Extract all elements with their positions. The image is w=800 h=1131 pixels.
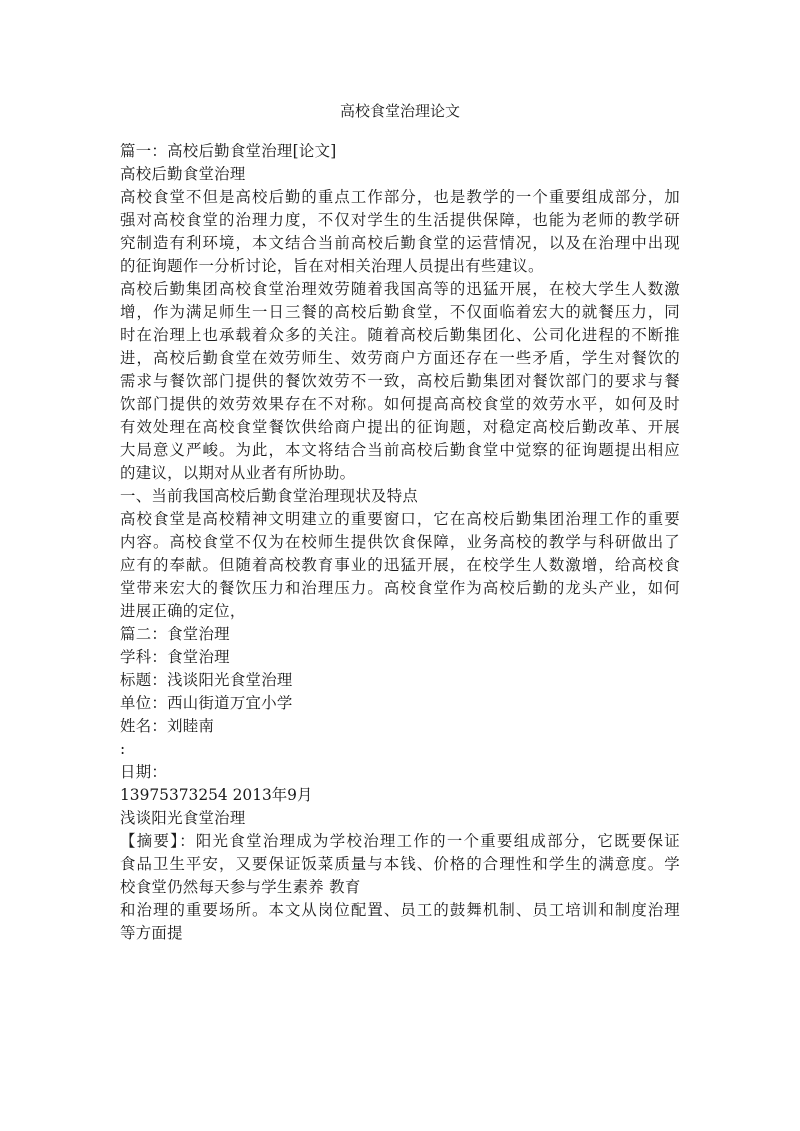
abstract-line: 食品卫生平安，又要保证饭菜质量与本钱、价格的合理性和学生的满意度。学 [120,855,680,873]
abstract-line: 等方面提 [120,924,183,942]
meta-date-label: 日期： [120,763,168,781]
meta-unit: 单位：西山街道万宜小学 [120,694,293,712]
text-line: 强对高校食堂的治理力度，不仅对学生的生活提供保障，也能为老师的教学研 [120,211,680,229]
abstract-line: 【摘要】：阳光食堂治理成为学校治理工作的一个重要组成部分，它既要保证 [120,832,680,850]
text-line: 大局意义严峻。为此，本文将结合当前高校后勤食堂中觉察的征询题提出相应 [120,441,680,459]
text-line: 时在治理上也承载着众多的关注。随着高校后勤集团化、公司化进程的不断推 [120,326,680,344]
meta-colon: : [120,740,126,758]
text-line: 进，高校后勤食堂在效劳师生、效劳商户方面还存在一些矛盾，学生对餐饮的 [120,349,680,367]
meta-title: 标题：浅谈阳光食堂治理 [120,671,293,689]
text-line: 的征询题作一分析讨论，旨在对相关治理人员提出有些建议。 [120,257,544,275]
section-heading: 篇二：食堂治理 [120,625,230,643]
abstract-line: 校食堂仍然每天参与学生素养 教育 [120,878,361,896]
abstract-line: 和治理的重要场所。本文从岗位配置、员工的鼓舞机制、员工培训和制度治理 [120,901,680,919]
section-heading: 篇一：高校后勤食堂治理[论文] [120,142,337,160]
article-title: 浅谈阳光食堂治理 [120,809,246,827]
text-line: 饮部门提供的效劳效果存在不对称。如何提高高校食堂的效劳水平，如何及时 [120,395,680,413]
document-title: 高校食堂治理论文 [339,102,460,120]
text-line: 内容。高校食堂不仅为在校师生提供饮食保障，业务高校的教学与科研做出了 [120,533,680,551]
subsection-heading: 高校后勤食堂治理 [120,165,246,183]
meta-subject: 学科：食堂治理 [120,648,230,666]
meta-name: 姓名：刘睦南 [120,717,215,735]
text-line: 高校后勤集团高校食堂治理效劳随着我国高等的迅猛开展，在校大学生人数激 [120,280,680,298]
text-line: 应有的奉献。但随着高校教育事业的迅猛开展，在校学生人数激增，给高校食 [120,556,680,574]
meta-date-value: 13975373254 2013年9月 [120,786,313,804]
text-line: 究制造有利环境，本文结合当前高校后勤食堂的运营情况，以及在治理中出现 [120,234,680,252]
text-line: 进展正确的定位， [120,602,246,620]
text-line: 需求与餐饮部门提供的餐饮效劳不一致，高校后勤集团对餐饮部门的要求与餐 [120,372,680,390]
text-line: 高校食堂是高校精神文明建立的重要窗口，它在高校后勤集团治理工作的重要 [120,510,680,528]
text-line: 的建议，以期对从业者有所协助。 [120,464,356,482]
text-line: 增，作为满足师生一日三餐的高校后勤食堂，不仅面临着宏大的就餐压力，同 [120,303,680,321]
text-line: 有效处理在高校食堂餐饮供给商户提出的征询题，对稳定高校后勤改革、开展 [120,418,680,436]
document-body [120,140,680,945]
text-line: 堂带来宏大的餐饮压力和治理压力。高校食堂作为高校后勤的龙头产业，如何 [120,579,680,597]
text-line: 高校食堂不但是高校后勤的重点工作部分，也是教学的一个重要组成部分，加 [120,188,680,206]
section-heading: 一、当前我国高校后勤食堂治理现状及特点 [120,487,419,505]
